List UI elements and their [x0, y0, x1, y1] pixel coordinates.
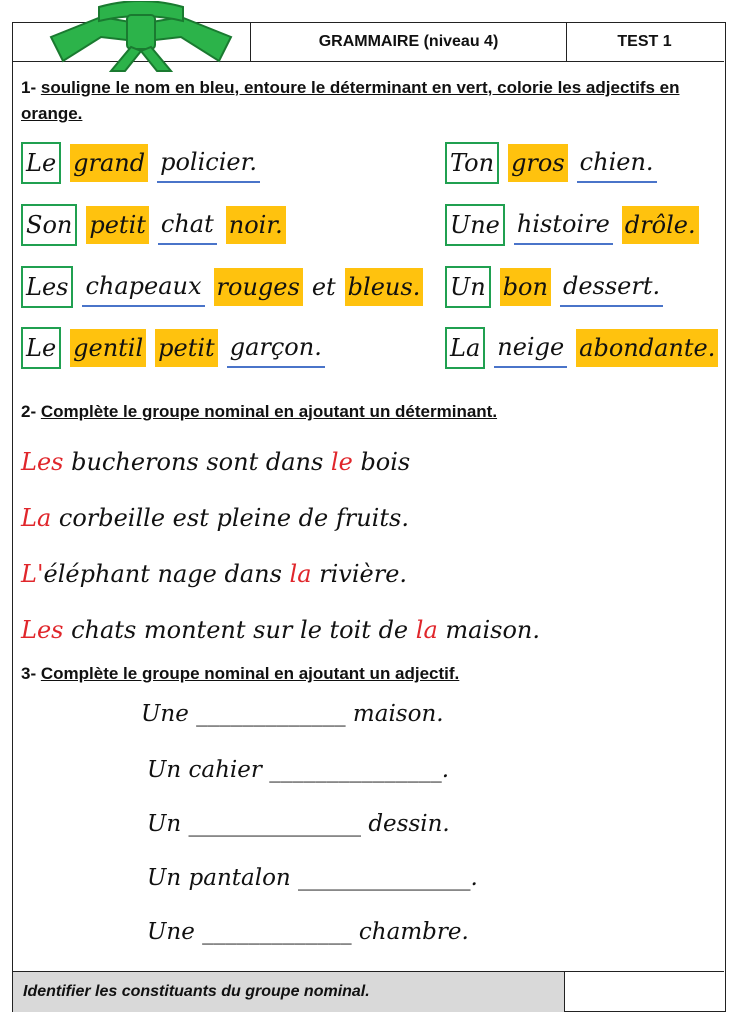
- answer-determinant: L': [21, 560, 44, 588]
- adjective-word: bleus.: [345, 268, 424, 306]
- exercise-row: [445, 265, 663, 309]
- determinant-word: Ton: [445, 142, 499, 184]
- footer: [13, 971, 724, 1012]
- question-2: [21, 399, 497, 425]
- exercise-row: [445, 203, 699, 247]
- sentence: [21, 557, 407, 591]
- adjective-word: petit: [86, 206, 149, 244]
- noun-word: policier.: [157, 143, 260, 183]
- question-1: [21, 75, 711, 127]
- determinant-word: La: [445, 327, 485, 369]
- sentence: [21, 613, 540, 647]
- noun-word: neige: [494, 328, 567, 368]
- question-2-text: Complète le groupe nominal en ajoutant un déterminant.: [40, 402, 498, 421]
- sentence-text: bucherons sont dans: [63, 448, 331, 476]
- answer-determinant: La: [21, 504, 52, 532]
- exercise-row: [445, 326, 718, 370]
- sentence-text: corbeille est pleine de fruits.: [51, 504, 409, 532]
- exercise-row: [21, 203, 286, 247]
- adjective-word: noir.: [226, 206, 286, 244]
- adjective-word: grand: [70, 144, 148, 182]
- exercise-row: [445, 141, 657, 185]
- noun-word: garçon.: [227, 328, 325, 368]
- adjective-word: drôle.: [622, 206, 699, 244]
- green-belt-icon: [41, 1, 241, 73]
- test-label: TEST 1: [617, 33, 672, 50]
- determinant-word: Le: [21, 327, 61, 369]
- adjective-word: gros: [508, 144, 568, 182]
- question-1-text: souligne le nom en bleu, entoure le déterminant en vert, colorie les adjectifs en orange.: [21, 78, 680, 123]
- fill-in-line: Un cahier _______________.: [147, 757, 449, 783]
- fill-in-line: Un pantalon _______________.: [147, 865, 478, 891]
- sentence-text: éléphant nage dans: [43, 560, 290, 588]
- determinant-word: Son: [21, 204, 77, 246]
- sentence-text: bois: [352, 448, 411, 476]
- fill-in-line: Un _______________ dessin.: [147, 811, 450, 837]
- worksheet: [12, 22, 726, 1012]
- answer-determinant: la: [289, 560, 312, 588]
- answer-determinant: la: [415, 616, 438, 644]
- determinant-word: Un: [445, 266, 491, 308]
- word: et: [311, 273, 336, 301]
- exercise-row: [21, 265, 423, 309]
- exercise-row: [21, 326, 325, 370]
- noun-word: chapeaux: [82, 267, 204, 307]
- adjective-word: gentil: [70, 329, 146, 367]
- objective-text: Identifier les constituants du groupe nominal.: [13, 972, 565, 1012]
- noun-word: chien.: [577, 143, 657, 183]
- adjective-word: petit: [155, 329, 218, 367]
- fill-in-line: Une _____________ chambre.: [147, 919, 469, 945]
- noun-word: chat: [158, 205, 217, 245]
- question-2-number: 2-: [21, 402, 37, 421]
- determinant-word: Le: [21, 142, 61, 184]
- noun-word: dessert.: [560, 267, 663, 307]
- sentence-text: maison.: [437, 616, 540, 644]
- adjective-word: rouges: [214, 268, 303, 306]
- answer-determinant: le: [330, 448, 353, 476]
- answer-determinant: Les: [21, 616, 64, 644]
- determinant-word: Les: [21, 266, 73, 308]
- determinant-word: Une: [445, 204, 505, 246]
- sentence: [21, 501, 409, 535]
- question-1-number: 1-: [21, 78, 37, 97]
- sentence: [21, 445, 410, 479]
- page-title: GRAMMAIRE (niveau 4): [250, 23, 567, 61]
- answer-determinant: Les: [21, 448, 64, 476]
- question-3: [21, 661, 459, 687]
- sentence-text: rivière.: [311, 560, 408, 588]
- question-3-number: 3-: [21, 664, 37, 683]
- sentence-text: chats montent sur le toit de: [63, 616, 416, 644]
- exercise-row: [21, 141, 260, 185]
- adjective-word: bon: [500, 268, 551, 306]
- question-3-text: Complète le groupe nominal en ajoutant un adjectif.: [40, 664, 460, 683]
- adjective-word: abondante.: [576, 329, 718, 367]
- fill-in-line: Une _____________ maison.: [141, 701, 444, 727]
- noun-word: histoire: [514, 205, 613, 245]
